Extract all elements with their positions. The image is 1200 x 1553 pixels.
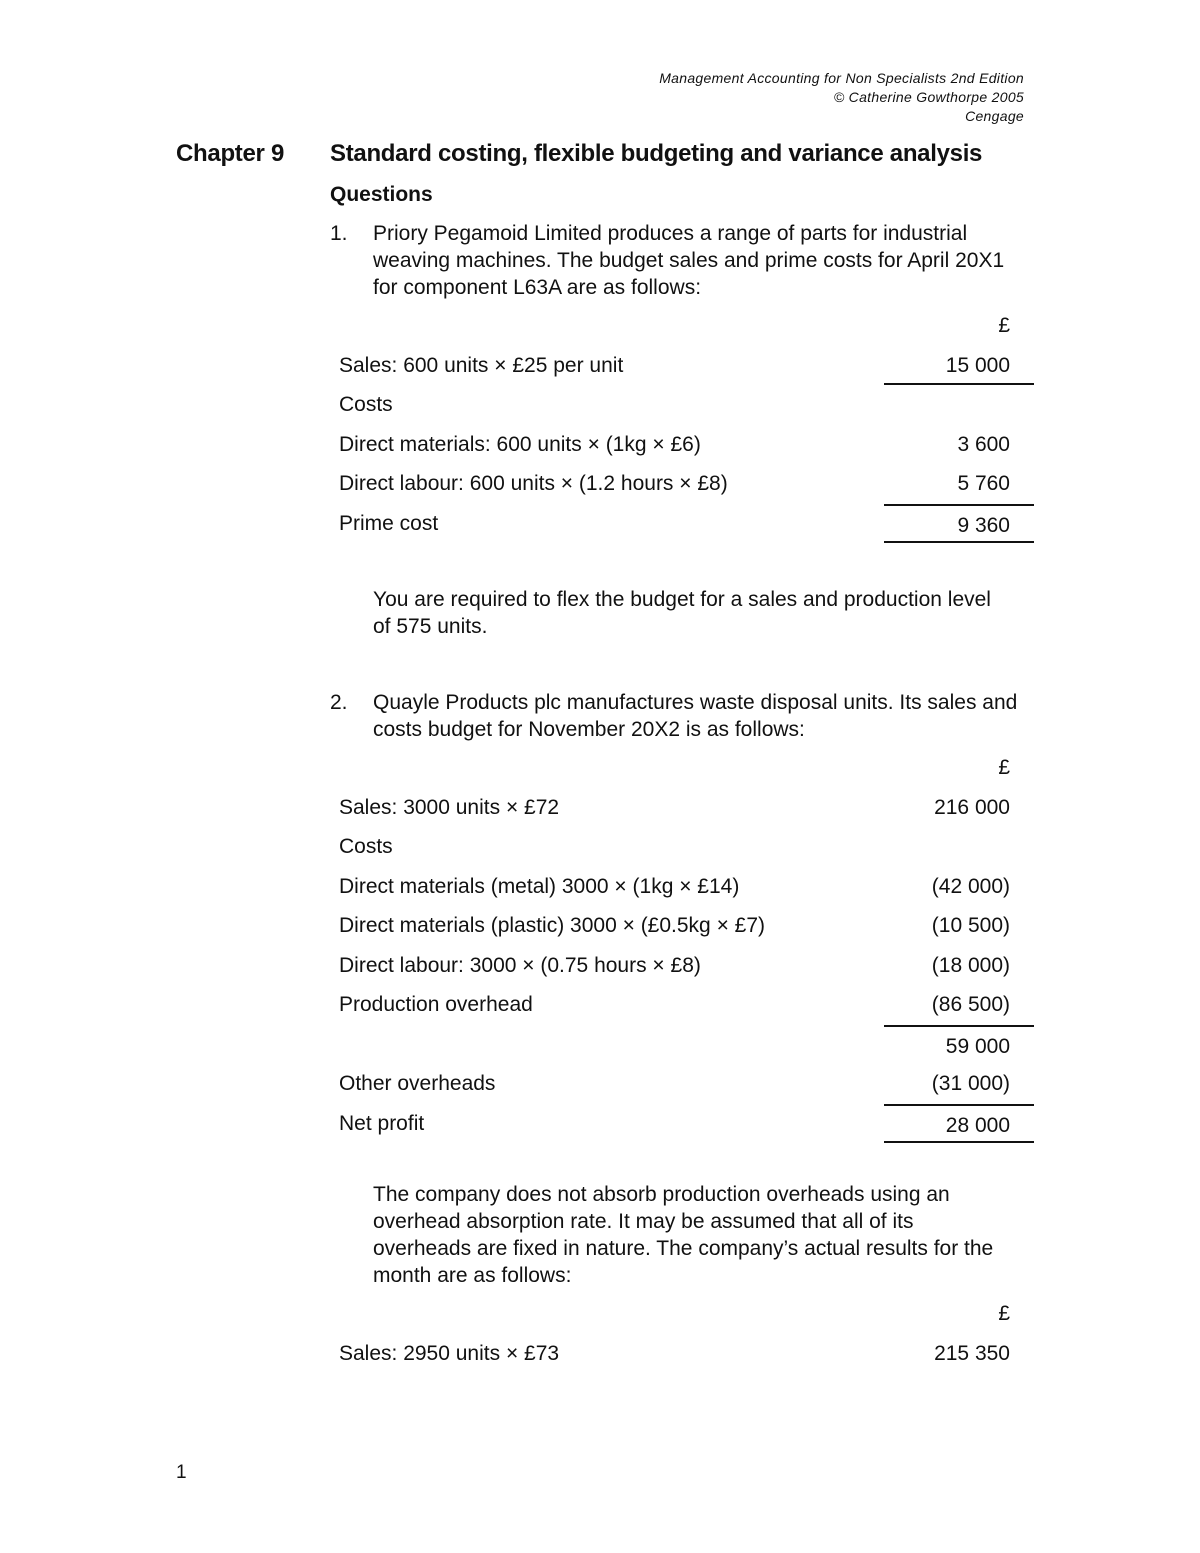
table-row [339,425,1034,465]
q1-requirement: You are required to flex the budget for a sales and production level of 575 units. [373,588,991,638]
row-amount [884,827,1034,867]
row-label: Costs [339,393,393,416]
row-amount: (10 500) [931,914,1010,937]
row-amount: 216 000 [934,795,1010,819]
row-amount [884,385,1034,425]
row-label: Prime cost [339,511,439,535]
row-label: Costs [339,835,393,858]
table-row [339,1025,1034,1065]
row-amount: (42 000) [931,874,1010,898]
row-amount: (31 000) [931,1072,1010,1095]
table-row [339,346,1034,386]
currency-row [339,748,1034,788]
row-label: Sales: 3000 units × £72 [339,795,560,819]
row-label: Other overheads [339,1072,496,1095]
currency-row [339,1294,1034,1334]
q2-paragraph: The company does not absorb production overheads using an overhead absorption rate. It may be assumed that all of its overheads are fixed in nature. The company’s actual results for the month are as follows: [373,1183,994,1287]
row-label: Sales: 2950 units × £73 [339,1341,560,1365]
question-text: Quayle Products plc manufactures waste disposal units. Its sales and costs budget for November 20X2 is as follows: [373,691,1018,741]
table-row [339,504,1034,544]
row-label: Direct materials (plastic) 3000 × (£0.5kg × £7) [339,914,766,937]
table-row [339,906,1034,946]
row-label: Direct materials (metal) 3000 × (1kg × £14) [339,874,740,898]
row-label: Production overhead [339,993,533,1016]
currency-row [339,306,1034,346]
question-1 [330,220,1030,301]
header-publisher: Cengage [965,108,1024,124]
row-label: Sales: 600 units × £25 per unit [339,353,624,377]
page-number: 1 [176,1462,187,1483]
row-amount: (86 500) [931,993,1010,1016]
row-label: Direct labour: 600 units × (1.2 hours × £8) [339,472,728,495]
header-copyright: © Catherine Gowthorpe 2005 [833,89,1024,105]
row-label: Direct materials: 600 units × (1kg × £6) [339,432,701,456]
q2-actual-table [339,1294,1034,1373]
row-amount: 15 000 [884,346,1034,386]
row-label: Net profit [339,1111,425,1135]
table-row [339,464,1034,504]
table-row [339,385,1034,425]
table-row [339,788,1034,828]
row-amount: (18 000) [931,953,1010,977]
table-row [339,1064,1034,1104]
question-number: 1. [330,222,348,245]
currency-symbol: £ [998,756,1010,779]
table-row [339,985,1034,1025]
row-amount: 5 760 [957,472,1010,495]
questions-heading: Questions [330,183,433,206]
row-amount: 9 360 [884,504,1034,544]
q1-budget-table [339,306,1034,543]
chapter-label: Chapter 9 [176,140,284,167]
table-row [339,1334,1034,1374]
table-row [339,827,1034,867]
row-amount: 3 600 [957,432,1010,456]
currency-symbol: £ [998,1302,1010,1325]
chapter-title: Standard costing, flexible budgeting and variance analysis [330,140,983,167]
question-number: 2. [330,691,348,714]
row-amount: 59 000 [884,1025,1034,1065]
currency-symbol: £ [998,314,1010,337]
running-header [524,69,1024,126]
table-row [339,1104,1034,1144]
table-row [339,946,1034,986]
row-amount: 28 000 [884,1104,1034,1144]
q2-budget-table [339,748,1034,1143]
header-book-title: Management Accounting for Non Specialists 2nd Edition [659,70,1024,86]
table-row [339,867,1034,907]
row-label: Direct labour: 3000 × (0.75 hours × £8) [339,953,701,977]
question-text: Priory Pegamoid Limited produces a range of parts for industrial weaving machines. The budget sales and prime costs for April 20X1 for component L63A are as follows: [373,222,1005,299]
question-2 [330,689,1030,743]
row-amount: 215 350 [934,1341,1010,1365]
